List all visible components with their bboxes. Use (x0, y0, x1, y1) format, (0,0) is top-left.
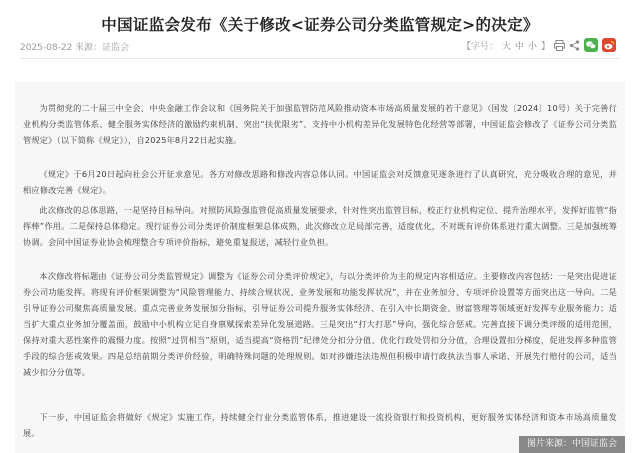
paragraph-5: 下一步，中国证监会将做好《规定》实施工作，持续健全行业分类监管体系，推进建设一流投资银行和投资机构，更好服务实体经济和资本市场高质量发展。 (23, 412, 617, 438)
header-divider (20, 58, 620, 59)
print-icon[interactable] (554, 40, 565, 51)
date-source: 2025-08-22 来源：证监会 (20, 43, 130, 53)
paragraph-3: 此次修改的总体思路，一是坚持目标导向。对照防风险强监管促高质量发展要求，针对性突出监管目标，校正行业机构定位、提升治理水平，发挥好监管“指挥棒”作用。二是保持总体稳定。现行证券公司分类评价制度框架总体成熟，此次修改立足局部完善，适度优化，不对既有评价体系进行重大调整。三是加强统筹协调。会同中国证券业协会梳理整合专项评价指标，避免重复报送，减轻行业负担。 (23, 205, 617, 247)
wechat-icon[interactable] (584, 38, 598, 52)
article-title: 中国证监会发布《关于修改<证券公司分类监管规定>的决定》 (101, 16, 539, 34)
article-toolbar (462, 38, 616, 52)
paragraph-1: 为贯彻党的二十届三中全会、中央金融工作会议和《国务院关于加强监管防范风险推动资本市场高质量发展的若干意见》（国发〔2024〕10号）关于完善行业机构分类监管体系、健全服务实体经济的激励约束机制、突出“扶优限劣”、支持中小机构差异化发展特色化经营等部署，中国证监会修改了《证券公司分类监管规定》（以下简称《规定》），自2025年8月22日起实施。 (23, 103, 617, 145)
article-meta (20, 38, 624, 54)
font-size-large-button[interactable]: 大 (501, 41, 511, 52)
paragraph-4: 本次修改将标题由《证券公司分类监管规定》调整为《证券公司分类评价规定》，与以分类评价为主的规定内容相适应。主要修改内容包括：一是突出促进证券公司功能发挥。将现有评价框架调整为“风险管理能力、持续合规状况、业务发展和功能发挥状况”，并在业务加分、专项评价设置等方面突出这一导向。二是引导证券公司聚焦高质量发展。重点完善业务发展加分指标，引导证券公司提升服务实体经济、在引入中长期资金、财富管理等领域更好发挥专业服务能力；适当扩大重点业务加分覆盖面，鼓励中小机构立足自身禀赋探索差异化发展道路。三是突出“打大打恶”导向，强化综合惩戒。完善直接下调分类评级的适用范围，保持对重大恶性案件的震慑力度。按照“过罚相当”原则，适当提高“资格罚”纪律处分扣分分值、优化行政处罚扣分分值，合理设置扣分梯度，促进发挥多种监管手段的综合惩戒效果。四是总结前期分类评价经验，明确特殊问题的处理规则。如对涉嫌违法违规但积极申请行政执法当事人承诺、开展先行赔付的公司，适当减少扣分分值等。 (23, 271, 617, 377)
weibo-icon[interactable] (602, 38, 616, 52)
share-icon[interactable] (569, 40, 580, 51)
font-size-small-button[interactable]: 小 (527, 41, 537, 52)
image-caption: 图片来源：中国证监会 (519, 436, 625, 453)
font-size-label: 【字号： (461, 41, 498, 52)
font-size-medium-button[interactable]: 中 (514, 41, 524, 52)
article-image (15, 82, 625, 453)
paragraph-2: 《规定》于6月20日起向社会公开征求意见。各方对修改思路和修改内容总体认同。中国证监会对反馈意见逐条进行了认真研究，充分吸收合理的意见，并相应修改完善《规定》。 (23, 169, 617, 195)
font-size-close: 】 (540, 41, 550, 52)
